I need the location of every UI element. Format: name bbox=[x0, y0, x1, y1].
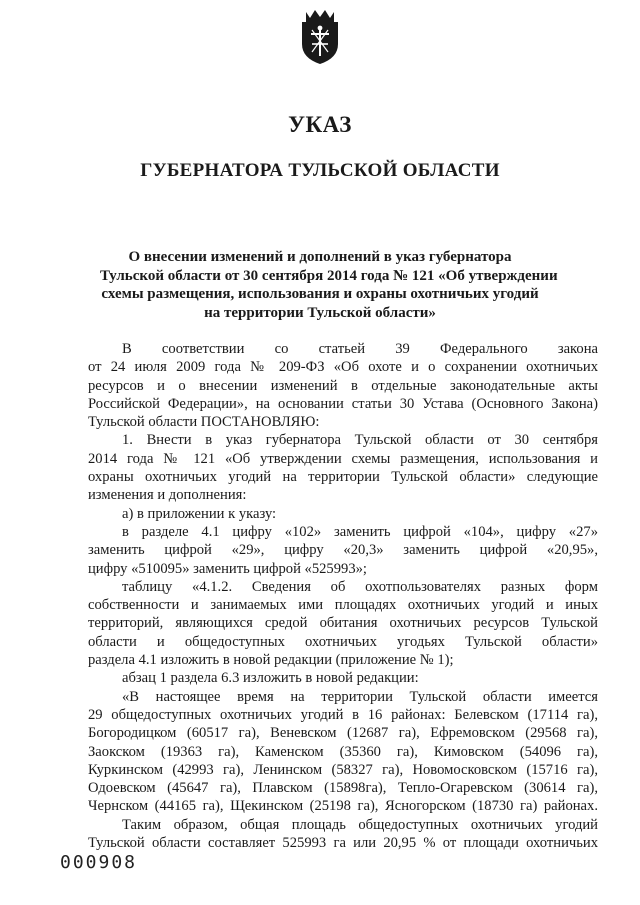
body-line: а) в приложении к указу: bbox=[122, 505, 277, 522]
coat-of-arms-icon bbox=[298, 8, 342, 66]
body-line: раздела 4.1 изложить в новой редакции (приложение № 1); bbox=[88, 652, 454, 669]
body-line: Куркинском (42993 га), Ленинском (58327 га), Новомосковском (15716 га), bbox=[88, 761, 598, 778]
body-line: области и общедоступных охотничьих угодьях Тульской области» bbox=[88, 633, 598, 650]
serial-number-stamp: 000908 bbox=[60, 852, 138, 873]
heading-line: на территории Тульской области» bbox=[204, 304, 436, 321]
body-line: 1. Внести в указ губернатора Тульской области от 30 сентября bbox=[122, 432, 598, 449]
body-line: в разделе 4.1 цифру «102» заменить цифрой «104», цифру «27» bbox=[122, 523, 598, 540]
body-line: 29 общедоступных охотничьих угодий в 16 районах: Белевском (17114 га), bbox=[88, 706, 598, 723]
body-line: Тульской области ПОСТАНОВЛЯЮ: bbox=[88, 414, 320, 431]
body-line: Таким образом, общая площадь общедоступных охотничьих угодий bbox=[122, 816, 598, 833]
body-line: таблицу «4.1.2. Сведения об охотпользователях разных форм bbox=[122, 578, 598, 595]
issuer-title: ГУБЕРНАТОРА ТУЛЬСКОЙ ОБЛАСТИ bbox=[140, 160, 500, 181]
body-line: Богородицком (60517 га), Веневском (12687 га), Ефремовском (29568 га), bbox=[88, 725, 598, 742]
body-line: от 24 июля 2009 года № 209-ФЗ «Об охоте и о сохранении охотничьих bbox=[88, 359, 598, 376]
body-line: 2014 года № 121 «Об утверждении схемы размещения, использования и bbox=[88, 450, 598, 467]
body-line: абзац 1 раздела 6.3 изложить в новой редакции: bbox=[122, 670, 419, 687]
body-line: Российской Федерации», на основании статьи 30 Устава (Основного Закона) bbox=[88, 395, 598, 412]
body-line: ресурсов и о внесении изменений в отдельные законодательные акты bbox=[88, 377, 598, 394]
document-type-title: УКАЗ bbox=[288, 112, 352, 137]
body-line: Одоевском (45647 га), Плавском (15898га), Тепло-Огаревском (30614 га), bbox=[88, 780, 598, 797]
body-line: заменить цифрой «29», цифру «20,3» заменить цифрой «20,95», bbox=[88, 542, 598, 559]
body-line: Чернском (44165 га), Щекинском (25198 га), Ясногорском (18730 га) районах. bbox=[88, 798, 598, 815]
heading-line: схемы размещения, использования и охраны охотничьих угодий bbox=[101, 286, 539, 302]
body-line: охраны охотничьих угодий на территории Тульской области» следующие bbox=[88, 469, 598, 486]
body-line: собственности и занимаемых ими площадях охотничьих угодий и иных bbox=[88, 597, 598, 614]
decree-body bbox=[88, 340, 598, 852]
heading-line: О внесении изменений и дополнений в указ губернатора bbox=[128, 249, 512, 265]
body-line: Тульской области составляет 525993 га или 20,95 % от площади охотничьих bbox=[88, 835, 598, 852]
body-line: «В настоящее время на территории Тульской области имеется bbox=[122, 688, 598, 705]
body-line: В соответствии со статьей 39 Федерального закона bbox=[122, 341, 598, 357]
body-line: изменения и дополнения: bbox=[88, 487, 247, 504]
body-line: территорий, являющихся средой обитания охотничьих ресурсов Тульской bbox=[88, 615, 598, 632]
body-line: Заокском (19363 га), Каменском (35360 га), Кимовском (54096 га), bbox=[88, 743, 598, 760]
heading-line: Тульской области от 30 сентября 2014 года № 121 «Об утверждении bbox=[100, 267, 558, 284]
body-line: цифру «510095» заменить цифрой «525993»; bbox=[88, 560, 367, 577]
decree-heading bbox=[100, 248, 558, 322]
